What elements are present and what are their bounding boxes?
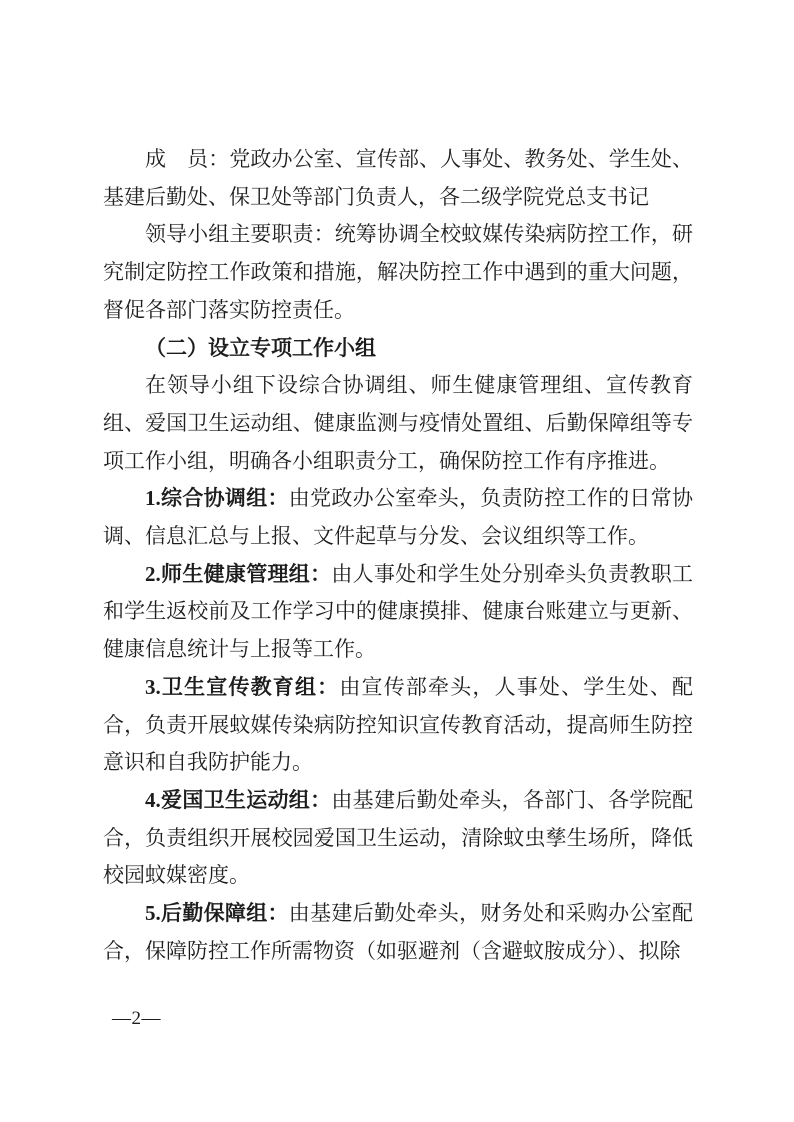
paragraph-group-2-title: 2.师生健康管理组： [145,561,332,586]
heading-section-two [103,330,693,368]
paragraph-group-5 [103,895,693,970]
paragraph-members-text: 成 员：党政办公室、宣传部、人事处、教务处、学生处、基建后勤处、保卫处等部门负责人，各二级学院党总支书记 [103,147,693,209]
document-body [103,141,693,970]
paragraph-group-1-text: 由党政办公室牵头，负责防控工作的日常协调、信息汇总与上报、文件起草与分发、会议组织等工作。 [103,486,693,549]
paragraph-group-4-text: 由基建后勤处牵头，各部门、各学院配合，负责组织开展校园爱国卫生运动，清除蚊虫孳生场所，降低校园蚊媒密度。 [103,787,693,888]
paragraph-special-groups-intro [103,367,693,480]
page-number: —2— [112,1008,161,1029]
paragraph-group-1-title: 1.综合协调组： [145,486,289,511]
paragraph-group-3-text: 由宣传部牵头，人事处、学生处、配合，负责开展蚊媒传染病防控知识宣传教育活动，提高师生防控意识和自我防护能力。 [103,674,693,775]
paragraph-group-1 [103,480,693,555]
paragraph-group-2 [103,556,693,669]
paragraph-leader-duties [103,216,693,329]
paragraph-group-3 [103,669,693,782]
paragraph-group-3-title: 3.卫生宣传教育组： [145,674,340,699]
heading-section-two-text: （二）设立专项工作小组 [145,335,376,360]
paragraph-leader-duties-text: 领导小组主要职责：统筹协调全校蚊媒传染病防控工作，研究制定防控工作政策和措施，解决防控工作中遇到的重大问题，督促各部门落实防控责任。 [103,222,693,322]
paragraph-group-4 [103,782,693,895]
paragraph-group-2-text: 由人事处和学生处分别牵头负责教职工和学生返校前及工作学习中的健康摸排、健康台账建立与更新、健康信息统计与上报等工作。 [103,561,693,662]
paragraph-group-5-text: 由基建后勤处牵头，财务处和采购办公室配合，保障防控工作所需物资（如驱避剂（含避蚊胺成分）、拟除 [103,901,693,963]
paragraph-group-4-title: 4.爱国卫生运动组： [145,787,332,812]
paragraph-members [103,141,693,216]
paragraph-group-5-title: 5.后勤保障组： [145,901,289,926]
paragraph-special-groups-intro-text: 在领导小组下设综合协调组、师生健康管理组、宣传教育组、爱国卫生运动组、健康监测与疫情处置组、后勤保障组等专项工作小组，明确各小组职责分工，确保防控工作有序推进。 [103,373,693,473]
